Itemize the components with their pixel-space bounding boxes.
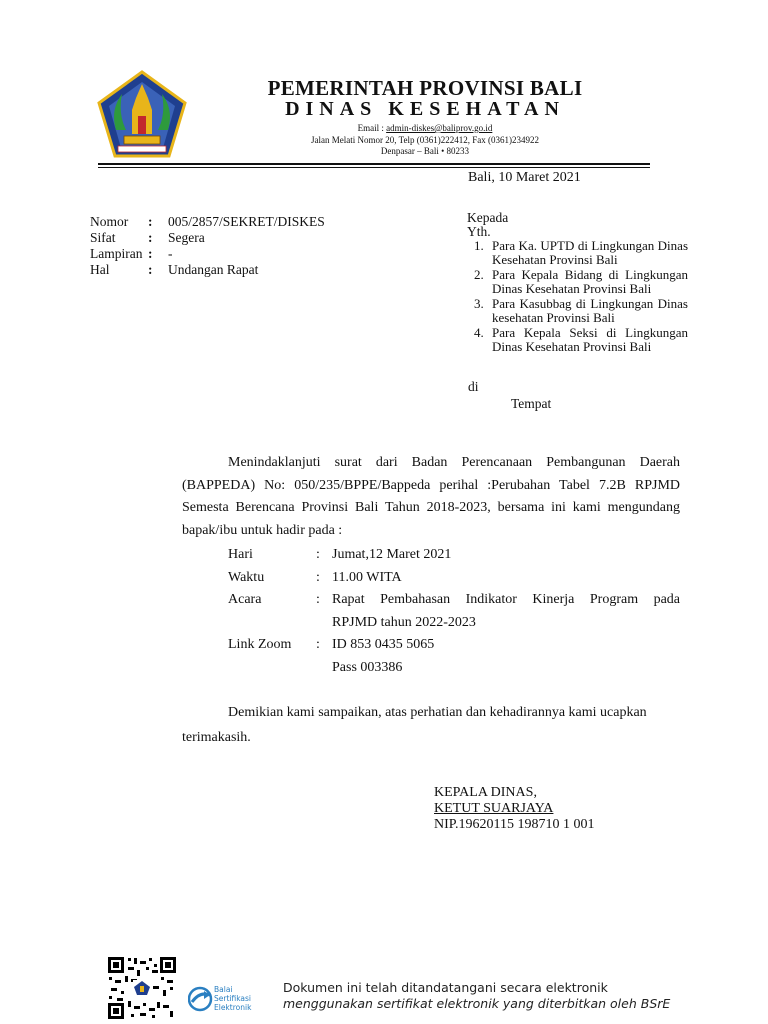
schedule-label: Acara (228, 592, 262, 607)
schedule-colon: : (316, 592, 320, 607)
list-text: Para Ka. UPTD di Lingkungan Dinas Kesehatan Provinsi Bali (492, 238, 688, 267)
letter-date: Bali, 10 Maret 2021 (468, 170, 581, 185)
bsre-logo-text: Sertifikasi (214, 994, 252, 1003)
list-number: 3. (474, 296, 484, 311)
yth-label: Yth. (467, 224, 491, 239)
schedule-row-hari (228, 544, 680, 567)
di-label: di (468, 379, 479, 394)
bali-province-emblem (96, 70, 188, 158)
list-number: 1. (474, 238, 484, 253)
letterhead-rule-thin (98, 167, 650, 168)
zoom-meeting-id: ID 853 0435 5065 (332, 637, 435, 652)
schedule-label: Waktu (228, 569, 265, 585)
signatory-title: KEPALA DINAS, (434, 785, 537, 800)
schedule-colon: : (316, 569, 320, 585)
esignature-line-2: menggunakan sertifikat elektronik yang diterbitkan oleh BSrE (283, 996, 671, 1011)
letter-meta (90, 214, 325, 278)
qr-code (107, 956, 177, 1020)
closing-paragraph (182, 700, 680, 750)
letterhead-rule-thick (98, 163, 650, 165)
esignature-note (283, 980, 670, 1012)
meta-value: 005/2857/SEKRET/DISKES (168, 214, 325, 229)
list-item (474, 297, 688, 324)
body-text: Menindaklanjuti surat dari Badan Perencanaan Pembangunan Daerah (BAPPEDA) No: 050/235/BPPE/Bappeda perihal :Perubahan Tabel 7.2B RPJMD Semesta Berencana Provinsi Bali Tahun 2018-2023, bersama ini kami mengundang bapak/ibu untuk hadir pada : (182, 455, 680, 538)
list-item (474, 268, 688, 295)
schedule-colon: : (316, 547, 320, 562)
addressee-header (467, 211, 508, 239)
meta-row-sifat (90, 230, 325, 246)
letterhead-city: Denpasar – Bali • 80233 (380, 146, 470, 156)
meta-label: Hal (90, 262, 110, 277)
schedule-label: Hari (228, 547, 253, 562)
list-text: Para Kepala Seksi di Lingkungan Dinas Kesehatan Provinsi Bali (492, 325, 688, 354)
list-number: 4. (474, 325, 484, 340)
schedule-row-waktu (228, 567, 680, 590)
list-item (474, 239, 688, 266)
meta-value: Segera (168, 230, 205, 245)
kepada-label: Kepada (467, 210, 509, 225)
schedule-row-zoom (228, 634, 680, 657)
meta-colon: : (148, 230, 153, 245)
bsre-logo-text: Elektronik (214, 1003, 252, 1012)
list-number: 2. (474, 267, 484, 282)
meta-colon: : (148, 246, 153, 261)
schedule-label: Link Zoom (228, 637, 292, 652)
letterhead-agency: DINAS KESEHATAN (285, 98, 565, 120)
meeting-schedule (228, 544, 680, 679)
email-link[interactable]: admin-diskes@baliprov.go.id (386, 123, 493, 133)
esignature-line-1: Dokumen ini telah ditandatangani secara elektronik (283, 980, 608, 995)
meta-colon: : (148, 214, 153, 229)
schedule-colon: : (316, 637, 320, 652)
signatory-name: KETUT SUARJAYA (434, 801, 554, 816)
meta-row-nomor (90, 214, 325, 230)
recipient-list (474, 239, 688, 355)
meta-value: - (168, 246, 173, 261)
bsre-logo-text: Balai (214, 985, 233, 994)
list-text: Para Kasubbag di Lingkungan Dinas kesehatan Provinsi Bali (492, 296, 688, 325)
schedule-value-continued: RPJMD tahun 2022-2023 (332, 614, 476, 630)
tempat-label: Tempat (511, 396, 552, 411)
email-label: Email : (357, 123, 384, 133)
list-item (474, 326, 688, 353)
meta-value: Undangan Rapat (168, 262, 259, 277)
letterhead-government: PEMERINTAH PROVINSI BALI (267, 76, 583, 100)
schedule-value: 11.00 WITA (332, 569, 402, 585)
list-text: Para Kepala Bidang di Lingkungan Dinas Kesehatan Provinsi Bali (492, 267, 688, 296)
bsre-logo (188, 981, 278, 1017)
closing-text: Demikian kami sampaikan, atas perhatian dan kehadirannya kami ucapkan terimakasih. (182, 705, 647, 745)
meta-label: Lampiran (90, 246, 143, 261)
meta-label: Nomor (90, 214, 129, 229)
letterhead-email (190, 123, 660, 133)
zoom-passcode: Pass 003386 (332, 659, 403, 675)
schedule-value: Jumat,12 Maret 2021 (332, 547, 452, 562)
meta-row-lampiran (90, 246, 325, 262)
letterhead-address: Jalan Melati Nomor 20, Telp (0361)222412, Fax (0361)234922 (311, 135, 539, 145)
signatory-nip: NIP.19620115 198710 1 001 (434, 817, 595, 832)
meta-row-hal (90, 262, 325, 278)
meta-label: Sifat (90, 230, 116, 245)
schedule-row-acara (228, 589, 680, 612)
schedule-value: Rapat Pembahasan Indikator Kinerja Program pada (332, 592, 680, 607)
meta-colon: : (148, 262, 153, 277)
signature-block (434, 785, 595, 833)
body-paragraph (182, 452, 680, 542)
